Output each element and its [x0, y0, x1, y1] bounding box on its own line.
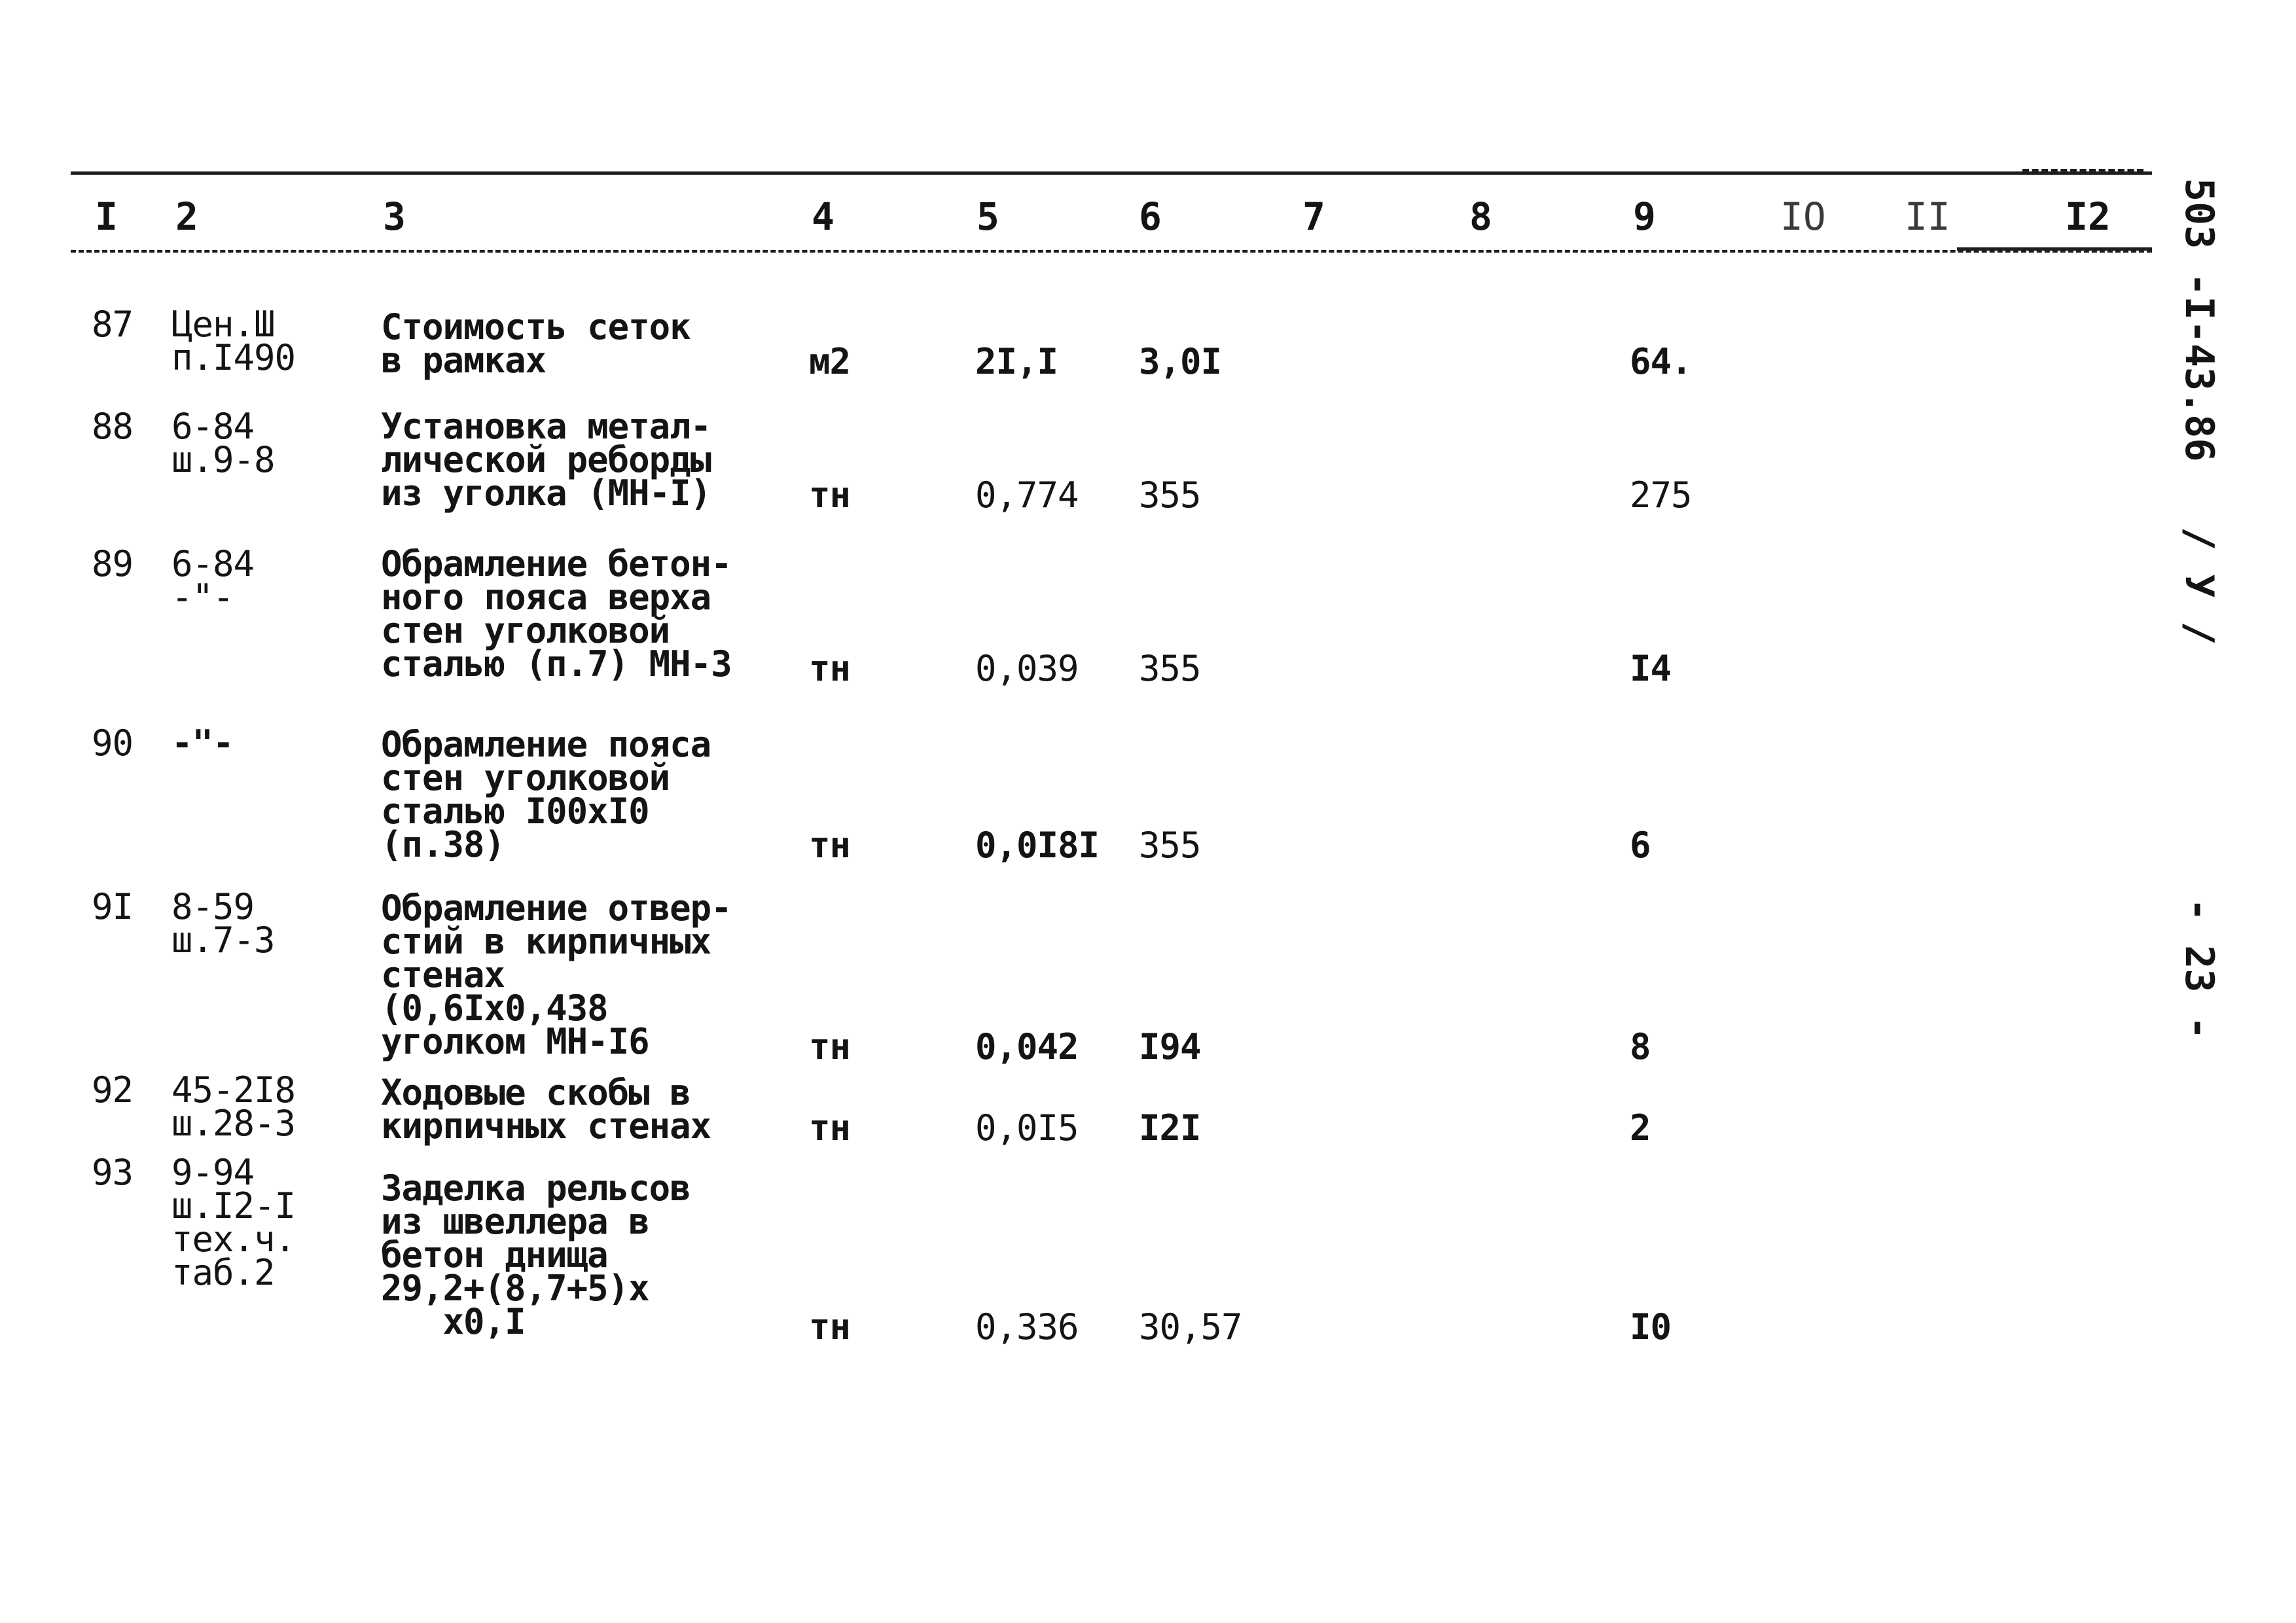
- norm-code: 6-84 ш.9-8: [171, 406, 275, 480]
- quantity: 0,774: [975, 474, 1079, 516]
- total-cost: 275: [1630, 474, 1692, 516]
- unit-price: I2I: [1139, 1107, 1201, 1149]
- row-number: 87: [92, 304, 134, 345]
- row-number: 9I: [92, 886, 134, 927]
- column-header-4: 4: [812, 194, 834, 239]
- column-header-6: 6: [1139, 194, 1162, 239]
- column-header-7: 7: [1302, 194, 1325, 239]
- quantity: 0,336: [975, 1306, 1079, 1347]
- work-description: Обрамление отвер- стий в кирпичных стенах (0,6Ix0,438 уголком МН-I6: [381, 887, 732, 1062]
- norm-code: 6-84 -"-: [171, 543, 255, 618]
- unit-price: 355: [1139, 825, 1201, 866]
- total-cost: 6: [1630, 825, 1651, 866]
- column-header-5: 5: [977, 194, 999, 239]
- column-header-3: 3: [383, 194, 406, 239]
- column-header-2: 2: [175, 194, 198, 239]
- unit: тн: [809, 648, 851, 689]
- unit-price: 355: [1139, 648, 1201, 689]
- quantity: 0,039: [975, 648, 1079, 689]
- total-cost: 8: [1630, 1026, 1651, 1067]
- column-header-8: 8: [1469, 194, 1492, 239]
- unit-price: 3,0I: [1139, 341, 1222, 382]
- norm-code: 9-94 ш.I2-I тех.ч. таб.2: [171, 1152, 296, 1293]
- work-description: Заделка рельсов из швеллера в бетон днища 29,2+(8,7+5)x x0,I: [381, 1168, 691, 1342]
- row-number: 89: [92, 543, 134, 584]
- total-cost: I0: [1630, 1306, 1672, 1347]
- document-code: 503 -I-43.86: [2176, 178, 2222, 462]
- quantity: 0,042: [975, 1026, 1079, 1067]
- page-number: - 23 -: [2176, 898, 2222, 1040]
- header-bottom-rule-fragment: [1957, 247, 2152, 251]
- work-description: Стоимость сеток в рамках: [381, 306, 691, 381]
- quantity: 0,0I8I: [975, 825, 1100, 866]
- work-description: Установка метал- лической реборды из уголка (МН-I): [381, 406, 711, 514]
- column-header-1: I: [95, 194, 118, 239]
- unit: тн: [809, 825, 851, 866]
- row-number: 88: [92, 406, 134, 447]
- slash-mark: / У /: [2176, 527, 2222, 645]
- table-top-rule-fragment: [2022, 169, 2144, 172]
- unit: м2: [809, 341, 851, 382]
- quantity: 2I,I: [975, 341, 1058, 382]
- row-number: 93: [92, 1152, 134, 1193]
- unit-price: I94: [1139, 1026, 1201, 1067]
- work-description: Ходовые скобы в кирпичных стенах: [381, 1072, 711, 1147]
- row-number: 90: [92, 722, 134, 764]
- column-header-9: 9: [1633, 194, 1656, 239]
- norm-code: 45-2I8 ш.28-3: [171, 1069, 296, 1144]
- column-header-10: IO: [1780, 194, 1826, 239]
- quantity: 0,0I5: [975, 1107, 1079, 1149]
- norm-code: Цен.Ш п.I490: [171, 304, 296, 378]
- work-description: Обрамление пояса стен уголковой сталью I00xI0 (п.38): [381, 724, 711, 865]
- unit: тн: [809, 474, 851, 516]
- norm-code: -"-: [171, 722, 234, 764]
- table-top-rule: [71, 171, 2152, 175]
- column-header-12: I2: [2065, 194, 2111, 239]
- unit-price: 30,57: [1139, 1306, 1242, 1347]
- unit-price: 355: [1139, 474, 1201, 516]
- unit: тн: [809, 1026, 851, 1067]
- unit: тн: [809, 1107, 851, 1149]
- total-cost: I4: [1630, 648, 1672, 689]
- header-bottom-rule: [71, 250, 2152, 253]
- unit: тн: [809, 1306, 851, 1347]
- row-number: 92: [92, 1069, 134, 1111]
- work-description: Обрамление бетон- ного пояса верха стен уголковой сталью (п.7) МН-3: [381, 543, 732, 685]
- column-header-11: II: [1905, 194, 1950, 239]
- norm-code: 8-59 ш.7-3: [171, 886, 275, 961]
- total-cost: 2: [1630, 1107, 1651, 1149]
- total-cost: 64.: [1630, 341, 1692, 382]
